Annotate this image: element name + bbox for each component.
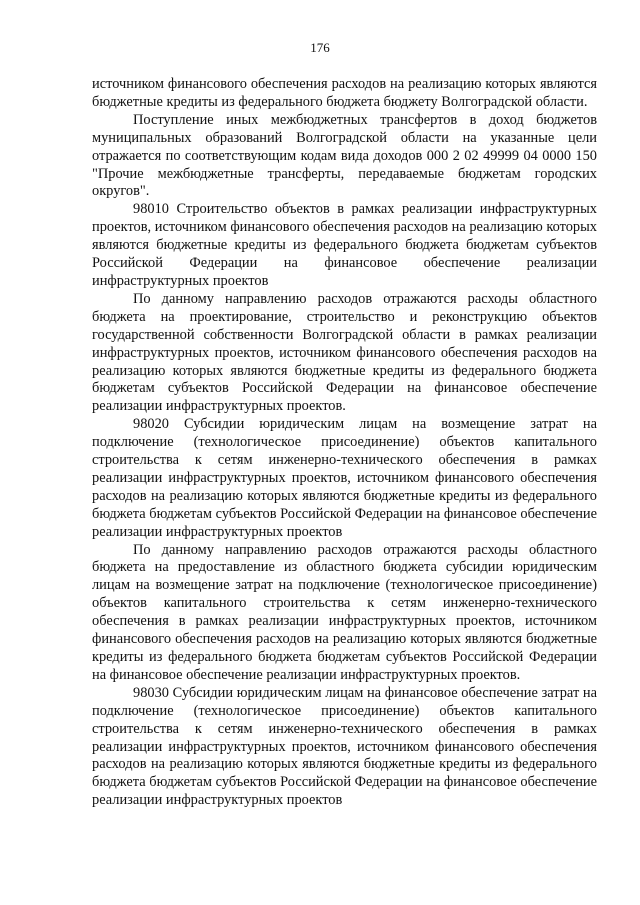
document-body bbox=[92, 76, 597, 810]
paragraph-transfers: Поступление иных межбюджетных трансфертов в доход бюджетов муниципальных образований Волгоградской области на указанные цели отражается по соответствующим кодам вида доходов 000 2 02 49999 04 0000 150 "Прочие межбюджетные трансферты, передаваемые бюджетам городских округов". bbox=[92, 111, 597, 200]
paragraph-98020-heading: 98020 Субсидии юридическим лицам на возмещение затрат на подключение (технологическое присоединение) объектов капитального строительства к сетям инженерно-технического обеспечения в рамках реализации инфраструктурных проектов, источником финансового обеспечения расходов на реализацию которых являются бюджетные кредиты из федерального бюджета бюджетам субъектов Российской Федерации на финансовое обеспечение реализации инфраструктурных проектов bbox=[92, 416, 597, 540]
paragraph-continuation: источником финансового обеспечения расходов на реализацию которых являются бюджетные кредиты из федерального бюджета бюджету Волгоградской области. bbox=[92, 76, 597, 110]
paragraph-98010-heading: 98010 Строительство объектов в рамках реализации инфраструктурных проектов, источником финансового обеспечения расходов на реализацию которых являются бюджетные кредиты из федерального бюджета бюджетам субъектов Российской Федерации на финансовое обеспечение реализации инфраструктурных проектов bbox=[92, 201, 597, 289]
paragraph-98030-heading: 98030 Субсидии юридическим лицам на финансовое обеспечение затрат на подключение (технологическое присоединение) объектов капитального строительства к сетям инженерно-технического обеспечения в рамках реализации инфраструктурных проектов, источником финансового обеспечения расходов на реализацию которых являются бюджетные кредиты из федерального бюджета бюджетам субъектов Российской Федерации на финансовое обеспечение реализации инфраструктурных проектов bbox=[92, 684, 597, 809]
paragraph-98010-description: По данному направлению расходов отражаются расходы областного бюджета на проектирование, строительство и реконструкцию объектов государственной собственности Волгоградской области в рамках реализации инфраструктурных проектов, источником финансового обеспечения расходов на реализацию которых являются бюджетные кредиты из федерального бюджета бюджетам субъектов Российской Федерации на финансовое обеспечение реализации инфраструктурных проектов. bbox=[92, 290, 597, 415]
paragraph-98020-description: По данному направлению расходов отражаются расходы областного бюджета на предоставление из областного бюджета субсидии юридическим лицам на возмещение затрат на подключение (технологическое присоединение) объектов капитального строительства к сетям инженерно-технического обеспечения в рамках реализации инфраструктурных проектов, источником финансового обеспечения расходов на реализацию которых являются бюджетные кредиты из федерального бюджета бюджетам субъектов Российской Федерации на финансовое обеспечение реализации инфраструктурных проектов. bbox=[92, 541, 597, 683]
page-number: 176 bbox=[310, 40, 330, 55]
